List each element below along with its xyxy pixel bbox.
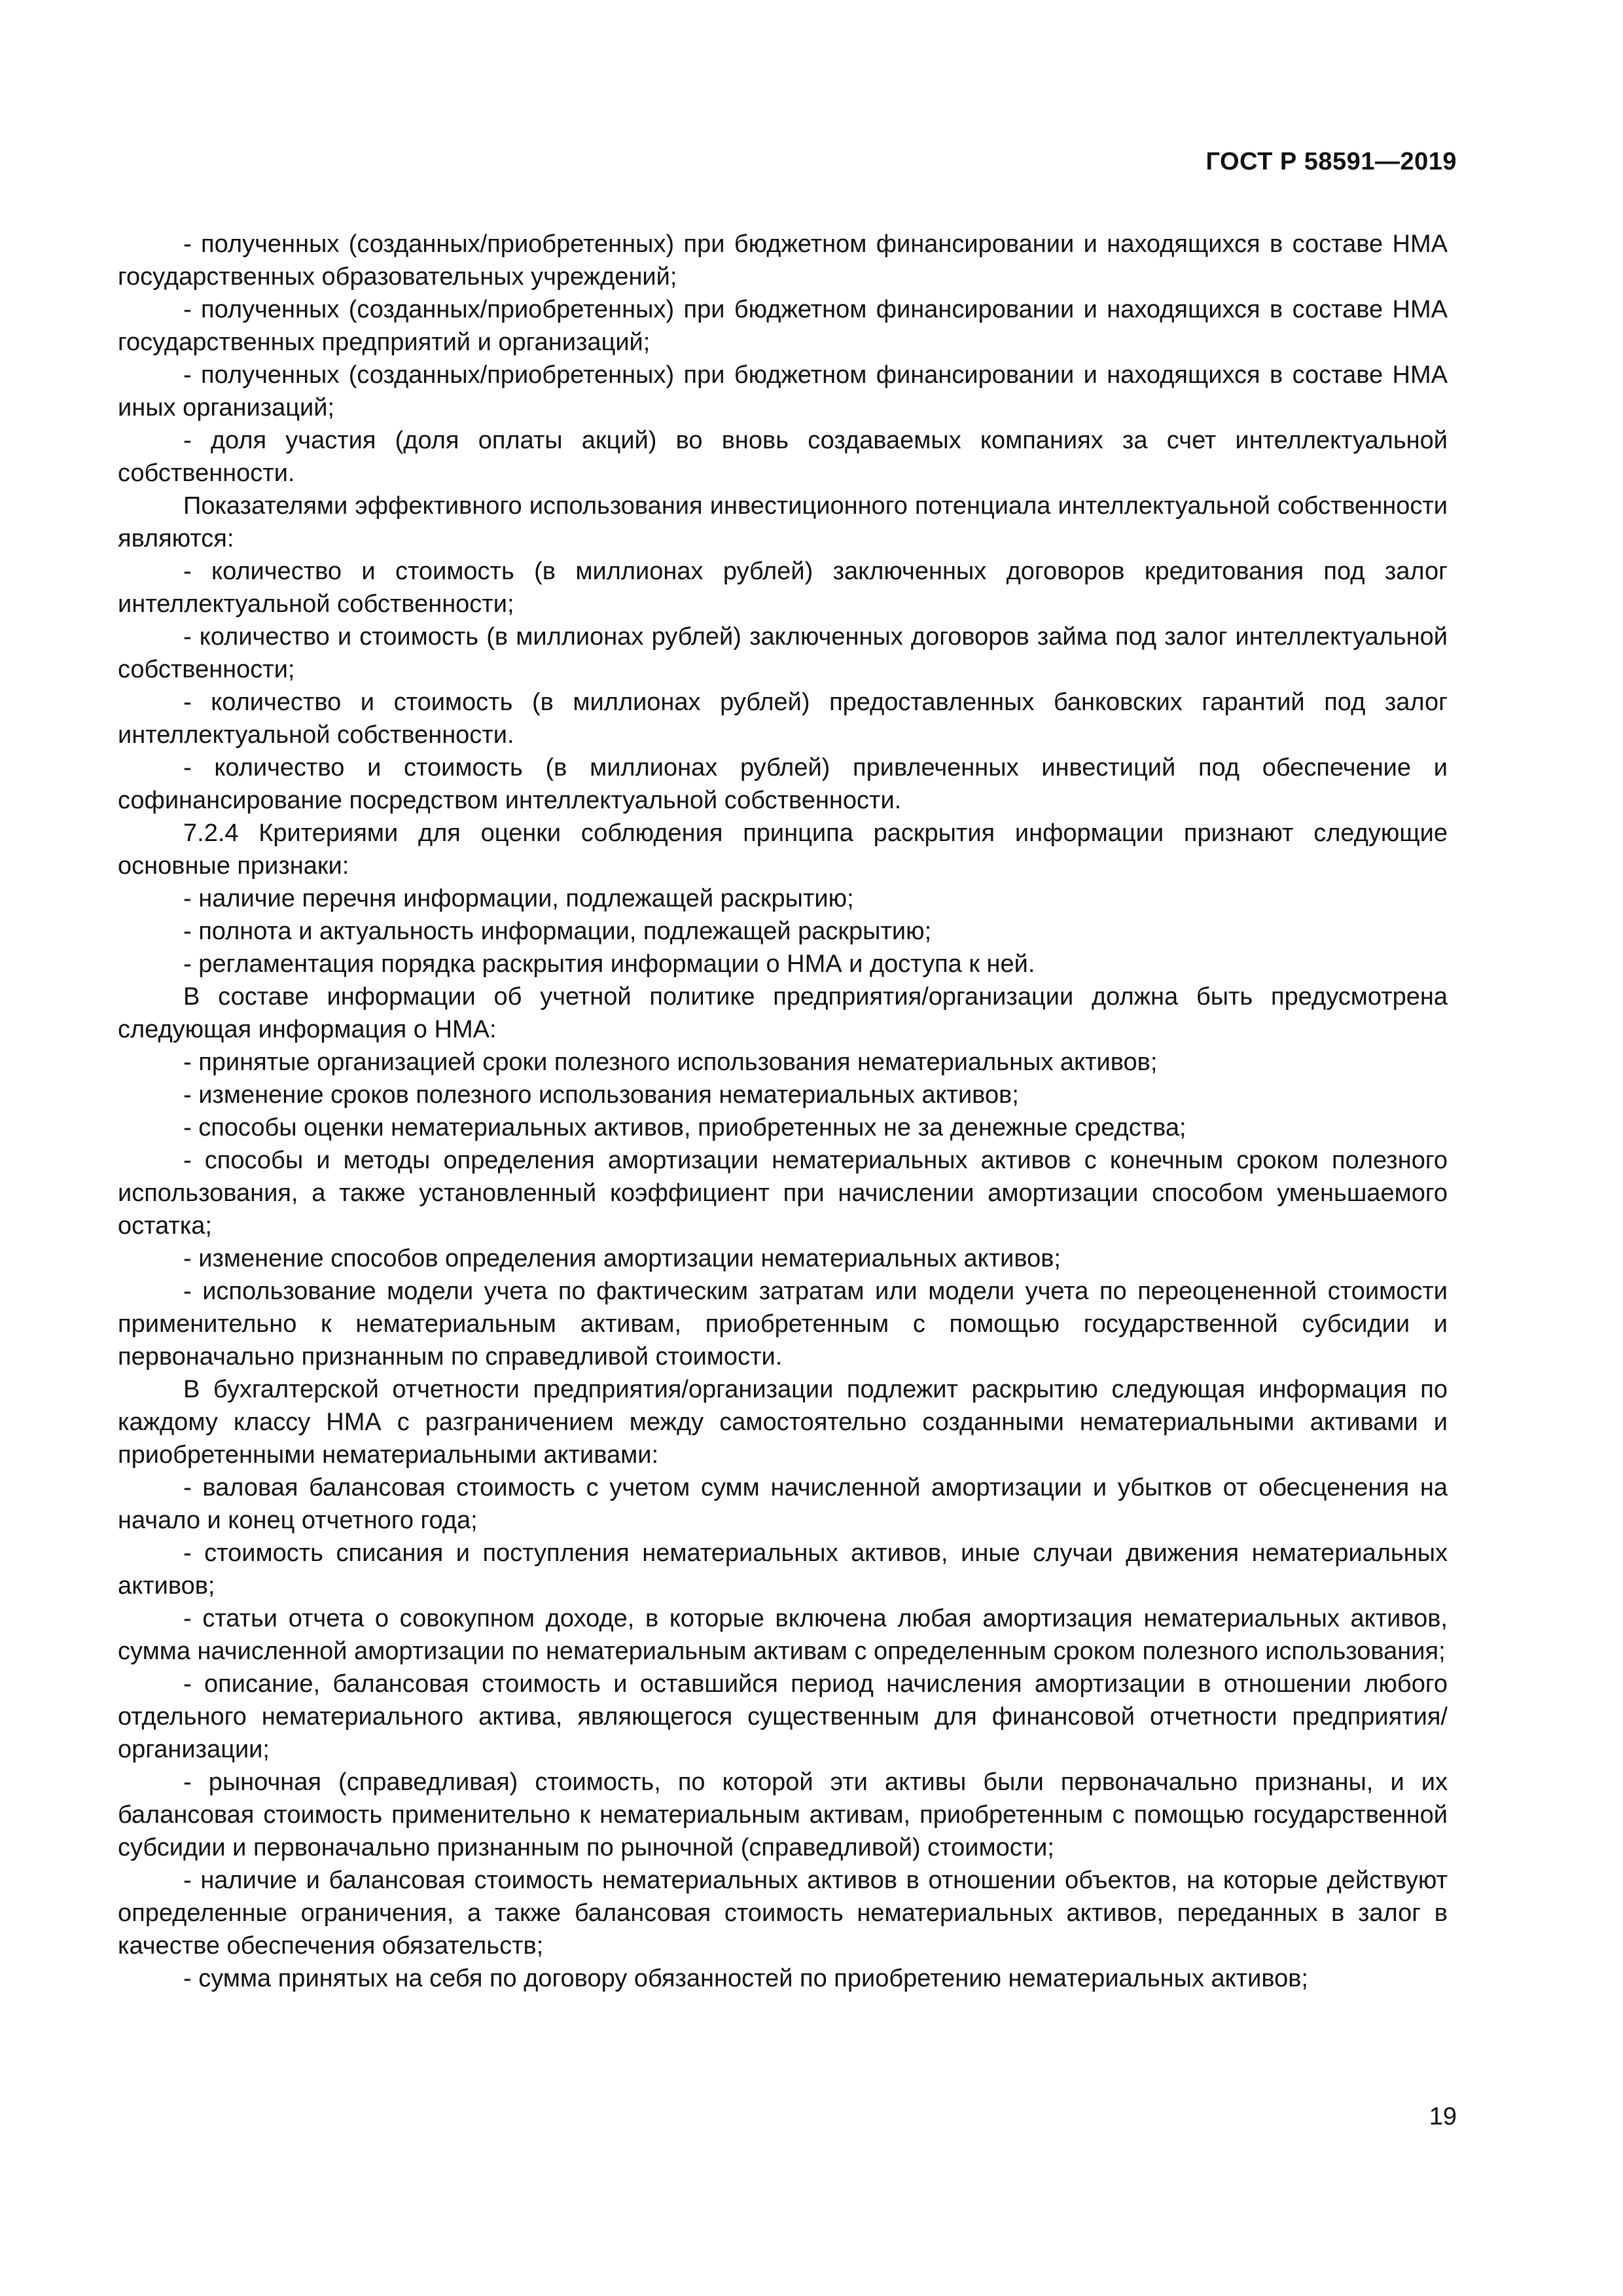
paragraph: - способы и методы определения амортизации нематериальных активов с конечным сроком полезного использования, а также установленный коэффициент при начислении амортизации способом уменьшаемого остатка; (118, 1147, 1448, 1240)
paragraph: - способы оценки нематериальных активов, приобретенных не за денежные средства; (183, 1114, 1186, 1141)
paragraph: - рыночная (справедливая) стоимость, по которой эти активы были первоначально признаны, и их балансовая стоимость применительно к нематериальным активам, приобретенным с помощью государственной субсидии и первоначально признанным по рыночной (справедливой) стоимости; (118, 1768, 1448, 1861)
paragraph: - наличие перечня информации, подлежащей раскрытию; (183, 885, 854, 912)
paragraph: - полученных (созданных/приобретенных) при бюджетном финансировании и находящихся в составе НМА государственных предприятий и организаций; (118, 296, 1448, 356)
paragraph: - изменение сроков полезного использования нематериальных активов; (183, 1081, 1019, 1109)
paragraph: - сумма принятых на себя по договору обязанностей по приобретению нематериальных активов; (183, 1965, 1308, 1992)
paragraph: - валовая балансовая стоимость с учетом сумм начисленной амортизации и убытков от обесценения на начало и конец отчетного года; (118, 1474, 1448, 1534)
paragraph: - полнота и актуальность информации, подлежащей раскрытию; (183, 918, 932, 945)
paragraph: В составе информации об учетной политике предприятия/организации должна быть предусмотрена следующая информация о НМА: (118, 983, 1448, 1043)
paragraph: - описание, балансовая стоимость и оставшийся период начисления амортизации в отношении любого отдельного нематериального актива, являющегося существенным для финансовой отчетности предприятия/организации; (118, 1670, 1448, 1763)
document-header: ГОСТ Р 58591—2019 (1205, 148, 1457, 175)
paragraph: - регламентация порядка раскрытия информации о НМА и доступа к ней. (183, 950, 1035, 978)
paragraph: - принятые организацией сроки полезного использования нематериальных активов; (183, 1049, 1158, 1076)
paragraph: - количество и стоимость (в миллионах рублей) заключенных договоров займа под залог интеллектуальной собственности; (118, 623, 1448, 683)
paragraph: - доля участия (доля оплаты акций) во вновь создаваемых компаниях за счет интеллектуальной собственности. (118, 427, 1448, 487)
paragraph: - статьи отчета о совокупном доходе, в которые включена любая амортизация нематериальных активов, сумма начисленной амортизации по нематериальным активам с определенным сроком полезного использования; (118, 1605, 1448, 1665)
paragraph: - количество и стоимость (в миллионах рублей) заключенных договоров кредитования под залог интеллектуальной собственности; (118, 558, 1448, 618)
page-number: 19 (1429, 2103, 1457, 2130)
paragraph: - изменение способов определения амортизации нематериальных активов; (183, 1245, 1061, 1272)
paragraph: - стоимость списания и поступления нематериальных активов, иные случаи движения нематериальных активов; (118, 1539, 1448, 1600)
paragraph: В бухгалтерской отчетности предприятия/организации подлежит раскрытию следующая информация по каждому классу НМА с разграничением между самостоятельно созданными нематериальными активами и приобретенными нематериальными активами: (118, 1376, 1448, 1469)
section-paragraph-7-2-4: 7.2.4 Критериями для оценки соблюдения принципа раскрытия информации признают следующие основные признаки: (118, 819, 1448, 880)
paragraph: - наличие и балансовая стоимость нематериальных активов в отношении объектов, на которые действуют определенные ограничения, а также балансовая стоимость нематериальных активов, переданных в залог в качестве обеспечения обязательств; (118, 1867, 1448, 1960)
paragraph: - полученных (созданных/приобретенных) при бюджетном финансировании и находящихся в составе НМА государственных образовательных учреждений; (118, 230, 1448, 291)
document-body (118, 228, 1448, 1995)
paragraph: Показателями эффективного использования инвестиционного потенциала интеллектуальной собственности являются: (118, 492, 1448, 552)
paragraph: - количество и стоимость (в миллионах рублей) предоставленных банковских гарантий под залог интеллектуальной собственности. (118, 689, 1448, 749)
paragraph: - количество и стоимость (в миллионах рублей) привлеченных инвестиций под обеспечение и софинансирование посредством интеллектуальной собственности. (118, 754, 1448, 814)
paragraph: - полученных (созданных/приобретенных) при бюджетном финансировании и находящихся в составе НМА иных организаций; (118, 361, 1448, 422)
paragraph: - использование модели учета по фактическим затратам или модели учета по переоцененной стоимости применительно к нематериальным активам, приобретенным с помощью государственной субсидии и первоначально признанным по справедливой стоимости. (118, 1278, 1448, 1371)
